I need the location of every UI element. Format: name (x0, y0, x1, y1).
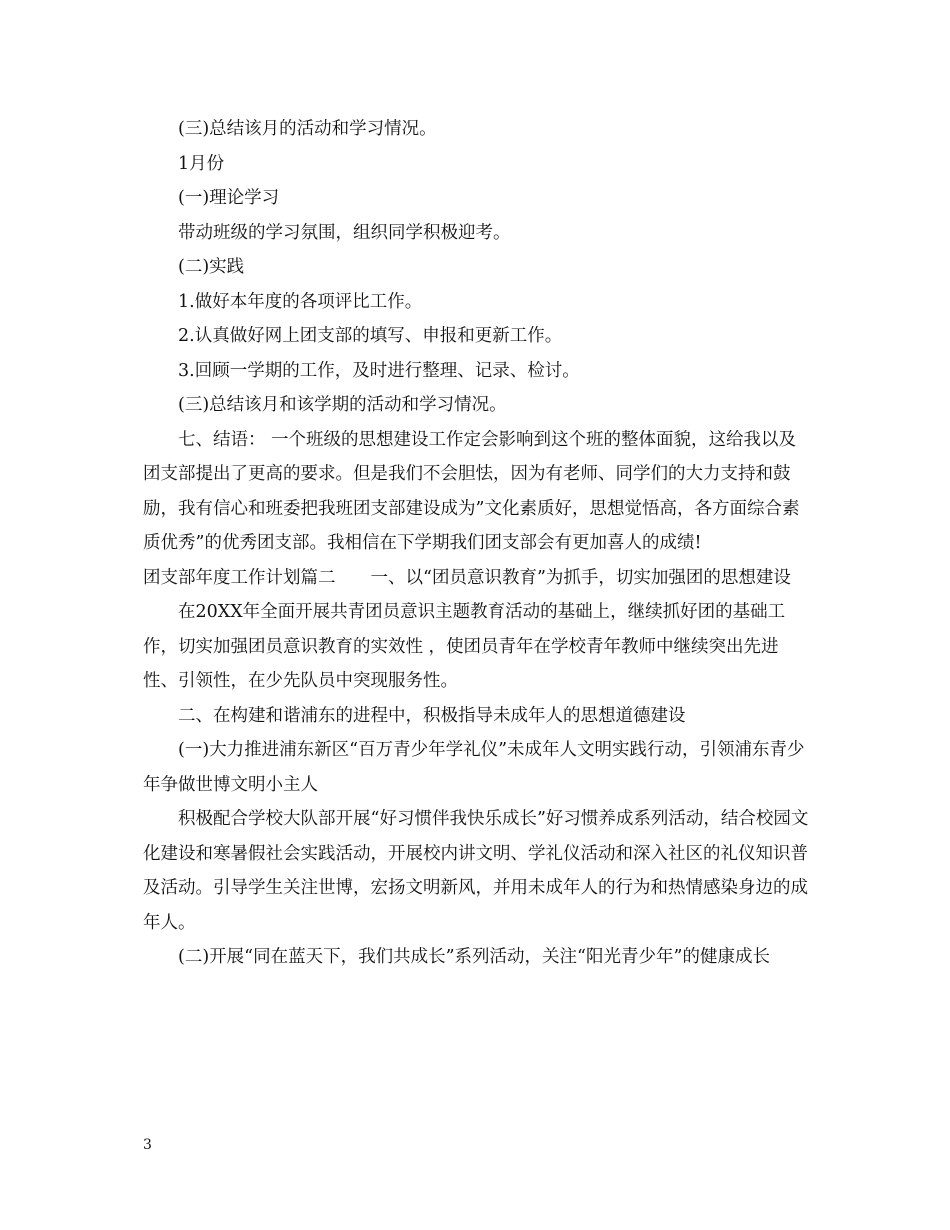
text-line: (三)总结该月和该学期的活动和学习情况。 (178, 395, 507, 415)
text-line: (三)总结该月的活动和学习情况。 (178, 119, 437, 139)
paragraph: (二)开展“同在蓝天下，我们共成长”系列活动，关注“阳光青少年”的健康成长 (178, 947, 770, 967)
section-heading: 团支部年度工作计划篇二 一、以“团员意识教育”为抓手，切实加强团的思想建设 (143, 567, 791, 588)
text-line: (二)实践 (178, 257, 245, 277)
paragraph: 在20XX年全面开展共青团员意识主题教育活动的基础上，继续抓好团的基础工作，切实加强团员意识教育的实效性 ，使团员青年在学校青年教师中继续突出先进性、引领性，在少先队员中突现服务性。 (143, 602, 786, 691)
paragraph: 二、在构建和谐浦东的进程中，积极指导未成年人的思想道德建设 (178, 705, 686, 726)
text-line: 2.认真做好网上团支部的填写、申报和更新工作。 (178, 326, 563, 346)
text-line: 带动班级的学习氛围，组织同学积极迎考。 (178, 222, 511, 243)
document-body (143, 112, 813, 975)
page-number: 3 (143, 1137, 152, 1153)
paragraph: 积极配合学校大队部开展“好习惯伴我快乐成长”好习惯养成系列活动，结合校园文化建设和寒暑假社会实践活动，开展校内讲文明、学礼仪活动和深入社区的礼仪知识普及活动。引导学生关注世博，宏扬文明新风，并用未成年人的行为和热情感染身边的成年人。 (143, 809, 809, 933)
text-line: (一)理论学习 (178, 188, 280, 208)
text-line: 1月份 (178, 153, 225, 174)
paragraph: (一)大力推进浦东新区“百万青少年学礼仪”未成年人文明实践行动，引领浦东青少年争做世博文明小主人 (143, 740, 805, 795)
text-line: 3.回顾一学期的工作，及时进行整理、记录、检讨。 (178, 360, 580, 381)
text-line: 1.做好本年度的各项评比工作。 (178, 291, 423, 312)
conclusion-paragraph: 七、结语： 一个班级的思想建设工作定会影响到这个班的整体面貌，这给我以及团支部提出了更高的要求。但是我们不会胆怯，因为有老师、同学们的大力支持和鼓励，我有信心和班委把我班团支部建设成为”文化素质好，思想觉悟高，各方面综合素质优秀”的优秀团支部。我相信在下学期我们团支部会有更加喜人的成绩! (143, 429, 800, 553)
